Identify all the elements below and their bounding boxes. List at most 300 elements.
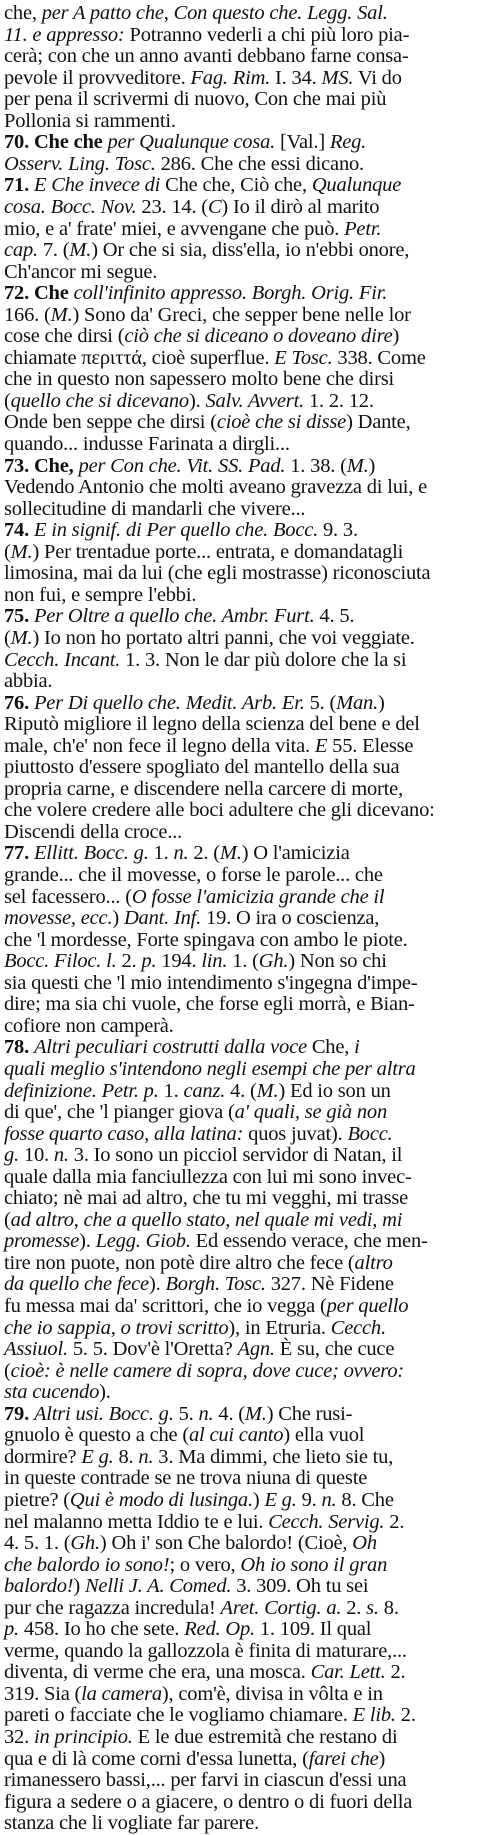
text-segment: che io sappia, o trovi scritto [4,1316,229,1339]
text-segment: ). [79,1230,96,1253]
text-line [4,885,384,909]
text-segment: dormire? [4,1445,82,1468]
text-line [4,454,375,478]
text-segment: ) Sono da' Greci, che sepper bene nelle lor [72,303,411,326]
text-segment: 19. O ira o coscienza, [201,907,380,930]
text-line [4,1488,394,1512]
text-segment: 9. 3. [318,519,358,542]
text-segment: a' quali, se già non [234,1101,388,1124]
text-line [4,497,305,521]
text-segment: ( [4,389,11,412]
text-line [4,1596,399,1620]
text-line [4,152,364,176]
text-line [4,1229,428,1253]
text-segment: Riputò migliore il legno della scienza del bene e del [4,713,420,736]
text-segment: tire non puote, non potè dire altro che fece ( [4,1251,355,1274]
text-line [4,669,52,693]
text-segment: ) [112,907,124,930]
text-segment: I. 34. [270,66,322,89]
text-segment: M. [69,239,92,262]
text-line [4,1272,394,1296]
text-segment: 458. Io ho che sete. [18,1618,185,1641]
text-segment: Per Di quello che. Medit. Arb. Er. [33,691,305,714]
text-segment: ). [188,389,206,412]
text-segment: cosa. Bocc. Nov. [4,195,137,218]
text-segment: ) O l'amicizia [241,842,350,865]
text-segment: 9. [296,1488,322,1511]
text-line [4,1079,391,1103]
text-line [4,1294,408,1318]
text-line [4,863,383,887]
text-line [4,1725,397,1749]
text-line [4,1639,407,1663]
text-segment: diventa, di verme che era, una mosca. [4,1661,311,1684]
text-segment: per Qualunque cosa. [107,131,276,154]
text-segment: 77. [4,842,30,865]
text-segment: 1. [158,1079,184,1102]
text-segment: male, ch'e' non fece il legno della vita. [4,734,315,757]
text-segment: quello che si dicevano [10,389,189,412]
text-segment: Gh. [70,1532,100,1555]
text-line [4,518,358,542]
text-segment: 78. [4,1036,30,1059]
text-line [4,906,379,930]
text-segment: 4. ( [213,1402,245,1425]
text-line [4,1617,371,1641]
text-line [4,1380,111,1404]
text-segment: sia questi che 'l mio intendimento s'ingegna d'impe- [4,971,418,994]
text-line [4,109,176,133]
text-segment: M. [10,540,33,563]
text-line [4,23,409,47]
text-line [4,1423,364,1447]
text-segment: Aret. Cortig. a. [220,1596,342,1619]
text-segment: ) Dante, [346,411,411,434]
text-line [4,389,374,413]
text-segment: n. [53,1144,69,1167]
text-line [4,1359,404,1383]
text-segment: Cecch. Servig. [268,1510,385,1533]
text-segment: ). [148,1273,166,1296]
text-segment: 1. ( [227,950,259,973]
text-segment: che balordo io sono! [4,1553,170,1576]
text-line [4,755,399,779]
text-segment: di que', che 'l pianger giova ( [4,1101,235,1124]
text-line [4,1057,416,1081]
text-segment: Altri usi. Bocc. g. [33,1402,174,1425]
text-line [4,475,427,499]
text-segment: n. [321,1488,337,1511]
text-segment: Assiuol. [4,1338,68,1361]
text-line [4,1553,387,1577]
text-segment: Qualunque [311,174,402,197]
text-segment: canz. [183,1079,226,1102]
text-segment: Onde ben seppe che dirsi ( [4,411,217,434]
text-segment: sta cucendo [4,1381,100,1404]
text-segment: 8. [378,1596,399,1619]
text-segment: g. [4,1144,19,1167]
text-line [4,130,366,154]
text-segment: n. [138,1445,154,1468]
text-segment: 319. Sia ( [4,1682,82,1705]
text-segment: Bocc. Filoc. l. [4,950,117,973]
text-line [4,734,413,758]
text-segment: 1. 3. Non le dar più dolore che la si [120,648,407,671]
text-segment: Car. Lett. [310,1661,386,1684]
text-line [4,561,430,585]
text-segment: 73. Che, [4,454,74,477]
text-segment: i [354,1036,360,1059]
text-segment: Altri peculiari costrutti dalla voce [33,1036,307,1059]
text-segment: Ch'ancor mi segue. [4,260,158,283]
text-line [4,971,417,995]
text-segment: 1. 2. 12. [304,389,374,412]
text-segment: in queste contrade se ne trova niuna di queste [4,1467,368,1490]
text-segment: per A patto che [41,2,164,24]
text-segment: per Con che. Vit. SS. Pad. [78,454,286,477]
text-segment: che, [4,2,42,24]
text-segment: E lib. [352,1704,396,1727]
text-segment: Dant. Inf. [123,907,202,930]
text-segment: nel malanno metta Iddio te e lui. [4,1510,269,1533]
text-segment: cerà; con che un anno avanti debbano farne consa- [4,45,409,68]
text-segment: 2. [384,1510,405,1533]
text-segment: 5. ( [304,691,337,714]
text-segment: cofiore non camperà. [4,1014,174,1037]
text-segment: 4. 5. [314,605,355,628]
text-line [4,324,399,348]
text-segment: 79. [4,1402,30,1425]
text-segment: 4. ( [225,1079,257,1102]
text-segment: E g. [264,1488,297,1511]
text-line [4,841,350,865]
text-segment: M. [219,842,242,865]
text-segment: ) [368,454,376,477]
text-segment: ciò che si diceano o doveano dire [124,325,393,348]
text-segment: figura a sedere o a giacere, o dentro o di fuori della [4,1790,413,1813]
text-segment: 75. [4,605,30,628]
text-segment: ( [4,540,11,563]
text-segment: 76. [4,691,30,714]
text-segment: che 'l mordesse, Forte spingava con ambo le piote. [4,928,408,951]
text-segment: pur che ragazza incredula! [4,1596,221,1619]
text-segment: Bocc. [347,1122,393,1145]
text-segment: , [163,2,174,24]
text-segment: Reg. [329,131,367,154]
text-segment: sollecitudine di mandarli che vivere... [4,497,306,520]
text-segment: Discendi della croce... [4,820,183,843]
text-line [4,604,354,628]
text-segment: dire; ma sia chi vuole, che forse egli morrà, e Bian- [4,993,415,1016]
text-line [4,777,403,801]
text-segment: Qui è modo di lusinga. [69,1488,253,1511]
text-segment: che in questo non sapessero molto bene che dirsi [4,368,395,391]
text-segment: ) Ed io son un [278,1079,391,1102]
text-segment: al cui canto [188,1424,284,1447]
text-line [4,217,381,241]
text-segment: ), com'è, divisa in vôlta e in [161,1682,383,1705]
text-segment: 2. [116,950,142,973]
text-line [4,1768,406,1792]
text-segment: n. [173,842,189,865]
text-line [4,260,157,284]
text-line [4,66,402,90]
text-segment: movesse, ecc. [4,907,113,930]
text-segment: farei che [308,1747,379,1770]
text-segment: sel facessero... ( [4,885,132,908]
text-line [4,238,409,262]
text-line [4,195,379,219]
text-segment: ) Per trentadue porte... entrata, e domandatagli [32,540,404,563]
text-segment: cose che dirsi ( [4,325,125,348]
text-segment: Con questo che. Legg. Sal. [173,2,388,24]
text-segment: 32. [4,1726,34,1748]
text-segment: 338. Come [332,346,426,369]
text-line [4,1122,393,1146]
text-line [4,583,196,607]
text-segment: ( [4,626,11,649]
text-line [4,1035,360,1059]
text-segment: promesse [4,1230,80,1253]
text-segment: fu messa mai da' scrittori, che io vegga ( [4,1295,327,1317]
text-line [4,1186,408,1210]
text-line [4,367,394,391]
text-segment: [Val.] [275,131,330,154]
text-segment: propria carne, e discendere nella carcere di morte, [4,777,403,800]
text-segment: 2. ( [188,842,220,865]
text-line [4,992,415,1016]
text-segment: MS. [321,66,354,89]
text-segment: ad altro, che a quello stato, nel quale mi vedi, mi [10,1208,403,1231]
text-segment: E in signif. di Per quello che. Bocc. [33,519,319,542]
text-segment: limosina, mai da lui (che egli mostrasse) riconosciuta [4,562,431,585]
text-segment: Per Oltre a quello che. Ambr. Furt. [33,605,315,628]
text-segment: O fosse l'amicizia grande che il [131,885,385,908]
text-segment: ) Io il dirò al marito [221,195,380,218]
text-line [4,346,426,370]
text-segment: pietre? ( [4,1488,70,1511]
text-segment: rimanessero bassi,... per farvi in ciascun d'essi una [4,1769,407,1792]
text-line [4,798,435,822]
text-line [4,1316,386,1340]
text-segment: 1. 109. Il qual [254,1618,372,1641]
text-segment: E Che invece di [33,174,161,197]
text-segment: 194. [156,950,202,973]
text-segment: Nelli J. A. Comed. [84,1575,232,1598]
text-segment: 166. ( [4,303,51,326]
text-segment: ( [4,1359,11,1382]
text-segment: Potranno vederli a chi più loro pia- [124,23,410,46]
text-line [4,87,386,111]
text-segment: altro [354,1251,393,1274]
text-segment: lin. [201,950,228,973]
text-segment: p. [141,950,157,973]
text-segment: Petr. [344,217,382,240]
text-segment: 8. [113,1445,139,1468]
text-segment: 55. Elesse [327,734,414,757]
text-segment: ) Or che si sia, diss'ella, io n'ebbi onore, [91,239,410,262]
text-line [4,1337,394,1361]
text-segment: fosse quarto caso, alla latina: [4,1122,244,1145]
text-line [4,1811,259,1835]
text-segment: p. [4,1618,19,1641]
text-segment: 3. Ma dimmi, che lieto sie tu, [153,1445,394,1468]
text-line [4,1014,174,1038]
text-segment: 11. e appresso: [4,23,125,46]
text-line [4,1445,393,1469]
text-segment: Vi do [353,66,402,89]
text-segment: ), in Etruria. [228,1316,331,1339]
text-line [4,1682,383,1706]
text-segment: Pollonia si rammenti. [4,109,176,132]
text-segment: 327. Nè Fidene [265,1273,394,1296]
text-segment: 3. Io sono un picciol servidor di Natan, il [68,1144,403,1167]
text-segment: Osserv. Ling. Tosc. [4,152,156,175]
text-segment: Salv. Avvert. [205,389,305,412]
text-line [4,173,401,197]
text-line [4,410,411,434]
text-line [4,432,290,456]
text-segment: 1. 38. ( [285,454,347,477]
text-segment: ) Non so chi [288,950,387,973]
text-segment: ) Io non ho portato altri panni, che voi veggiate. [32,626,415,649]
text-segment: 23. 14. ( [136,195,208,218]
text-segment: s. [366,1596,379,1619]
text-segment: M. [346,454,369,477]
text-line [4,1790,412,1814]
text-segment: chiato; nè mai ad altro, che tu mi vegghi, mi trasse [4,1187,409,1210]
text-segment: 3. 309. Oh tu sei [231,1575,369,1598]
text-line [4,303,411,327]
text-segment: M. [244,1402,267,1425]
text-segment: Gh. [258,950,289,973]
text-segment: coll'infinito appresso. Borgh. Orig. Fir. [73,282,388,305]
text-segment: Fag. Rim. [190,66,271,89]
text-segment: in principio. [33,1726,133,1748]
text-segment: cap. [4,239,38,262]
text-segment: 1. [148,842,174,865]
text-line [4,1466,367,1490]
text-line [4,1574,368,1598]
text-segment: 10. [18,1144,54,1167]
text-line [4,1402,352,1426]
text-segment: n. [198,1402,214,1425]
text-line [4,1251,393,1275]
text-segment: ). [99,1381,111,1404]
text-segment: Red. Op. [184,1618,255,1641]
text-segment: 2. [385,1661,406,1684]
text-segment: Vedendo Antonio che molti aveano gravezza di lui, e [4,476,428,499]
text-segment: 70. Che che [4,131,103,154]
text-segment: verme, quando la gallozzola è finita di maturare,... [4,1639,407,1662]
text-segment: grande... che il movesse, o forse le parole... che [4,864,383,886]
text-segment: gnuolo è questo a che ( [4,1424,189,1447]
text-segment: quos juvat). [243,1122,348,1145]
text-segment: 2. [395,1704,416,1727]
text-segment: ) [73,1575,85,1598]
text-segment: la camera [81,1682,162,1705]
text-segment: da quello che fece [4,1273,149,1296]
text-line [4,691,385,715]
text-segment: ; o vero, [169,1553,241,1576]
text-segment: M. [50,303,73,326]
text-line [4,820,182,844]
text-segment: per pena il scrivermi di nuovo, Con che mai più [4,88,387,111]
text-segment: che volere credere alle boci adultere che gli dicevano: [4,799,435,822]
text-line [4,928,408,952]
text-segment: quando... indusse Farinata a dirgli... [4,433,290,455]
text-segment: E le due estremità che restano di [132,1726,398,1748]
text-segment: Man. [336,691,378,714]
text-segment: 5. 5. Dov'è l'Oretta? [67,1338,238,1361]
text-segment: abbia. [4,670,53,693]
text-segment: quali meglio s'intendono negli esempi che per altra [4,1057,416,1080]
text-line [4,1,388,25]
text-line [4,1143,402,1167]
text-line [4,712,420,736]
text-segment: pevole il provveditore. [4,66,191,89]
text-line [4,648,406,672]
text-segment: ) [378,1747,386,1770]
text-segment: E [314,734,328,757]
text-segment: ) [252,1488,265,1511]
text-segment: Cecch. [330,1316,386,1339]
text-segment: qua e di là come corni d'essa lunetta, ( [4,1747,309,1770]
text-segment: 74. [4,519,30,542]
text-segment: non fui, e sempre l'ebbi. [4,583,197,606]
text-segment: È su, che cuce [274,1338,395,1361]
text-segment: Oh io sono il gran [240,1553,388,1576]
text-segment: per quello [326,1295,409,1317]
text-segment: ) ella vuol [283,1424,365,1447]
text-line [4,949,387,973]
text-segment: M. [256,1079,279,1102]
text-line [4,1208,402,1232]
text-segment: Cecch. Incant. [4,648,121,671]
text-line [4,540,403,564]
text-line [4,1165,412,1189]
text-segment: Che, [306,1036,355,1059]
text-segment: ) Che rusi- [266,1402,353,1425]
text-line [4,1660,405,1684]
text-segment: Oh [352,1532,377,1555]
text-line [4,44,409,68]
text-segment: E g. [81,1445,114,1468]
text-segment: 286. Che che essi dicano. [155,152,364,175]
text-segment: ) [392,325,400,348]
text-line [4,1100,387,1124]
text-segment: 4. 5. 1. ( [4,1532,71,1555]
text-segment: M. [10,626,33,649]
text-segment: 7. ( [37,239,70,262]
text-line [4,1703,416,1727]
text-segment: Che che, Ciò che, [160,174,312,197]
text-segment: cioè: è nelle camere di sopra, dove cuce; ovvero: [10,1359,405,1382]
text-segment: 71. [4,174,30,197]
text-segment: Agn. [237,1338,275,1361]
text-segment: 72. Che [4,282,69,305]
text-segment: Legg. Giob. [95,1230,191,1253]
text-line [4,1510,404,1534]
text-segment: E Tosc. [274,346,333,369]
text-segment: Borgh. Tosc. [165,1273,266,1296]
text-segment: balordo! [4,1575,74,1598]
text-line [4,281,387,305]
text-segment: chiamate περιττά, cioè superflue. [4,346,275,369]
text-segment: ) [378,691,385,714]
text-segment: pareti o facciate che le vogliamo chiamare. [4,1704,353,1727]
text-segment: definizione. Petr. p. [4,1079,159,1102]
